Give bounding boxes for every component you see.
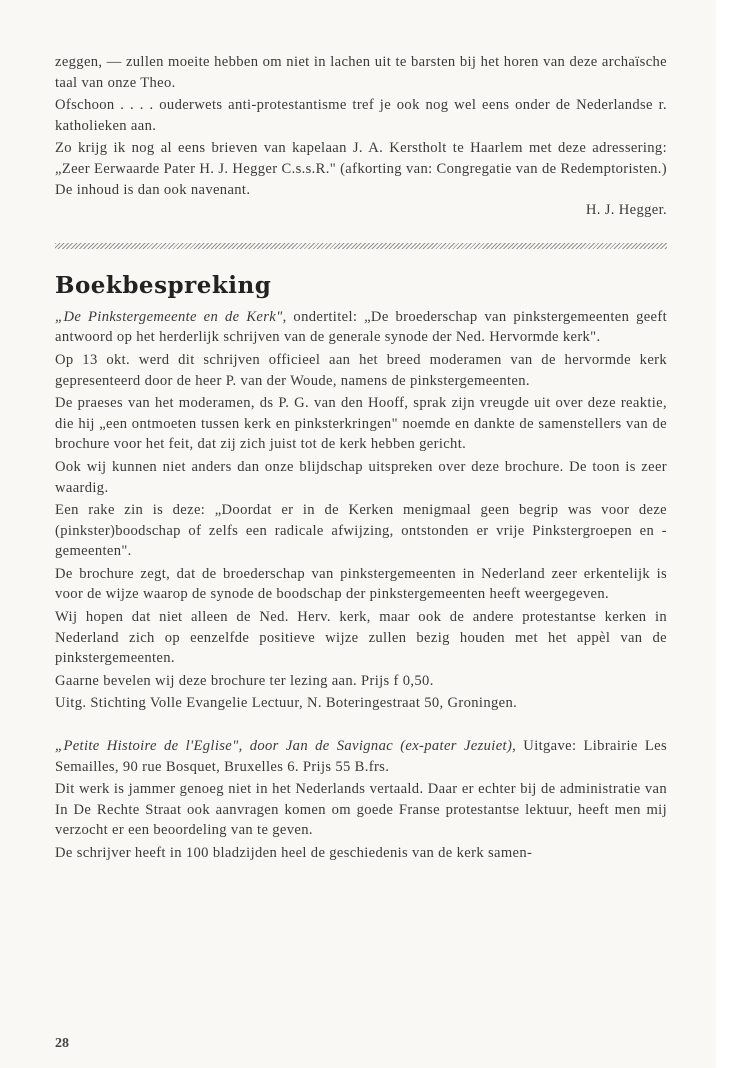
- review-paragraph: Een rake zin is deze: „Doordat er in de Kerken menigmaal geen begrip was voor deze (pinkster)boodschap of zelfs een radicale afwijzing, ontstonden er vrije Pinkstergroepen en -gemeenten".: [55, 502, 667, 560]
- review-paragraph: Ook wij kunnen niet anders dan onze blijdschap uitspreken over deze brochure. De toon is zeer waardig.: [55, 458, 667, 496]
- review-paragraph: Dit werk is jammer genoeg niet in het Nederlands vertaald. Daar er echter bij de administratie van In De Rechte Straat ook aanvragen komen om goede Franse protestantse lektuur, heeft men mij verzocht er een beoordeling van te geven.: [55, 781, 667, 839]
- book-title: „De Pinkstergemeente en de Kerk": [55, 308, 283, 325]
- publisher-line: Uitg. Stichting Volle Evangelie Lectuur, N. Boteringestraat 50, Groningen.: [55, 695, 518, 712]
- review-paragraph: De brochure zegt, dat de broederschap van pinkstergemeenten in Nederland zeer erkentelijk is voor de wijze waarop de synode de boodschap der pinkstergemeenten heeft weergegeven.: [55, 565, 667, 603]
- letter-paragraph: Zo krijg ik nog al eens brieven van kapelaan J. A. Kerstholt te Haarlem met deze adressering: „Zeer Eerwaarde Pater H. J. Hegger C.s.s.R." (afkorting van: Congregatie van de Redemptoristen.) De inhoud is dan ook navenant.: [55, 140, 667, 198]
- review-intro: [55, 736, 667, 777]
- review-paragraph: De praeses van het moderamen, ds P. G. van den Hooff, sprak zijn vreugde uit over deze reaktie, die hij „een ontmoeten tussen kerk en pinksterkringen" noemde en dankte de samenstellers van de brochure voor het feit, dat zij zich juist tot de kerk hebben gericht.: [55, 395, 667, 453]
- review-petite-histoire: [55, 736, 667, 864]
- review-pinkstergemeente: [55, 307, 667, 714]
- signature: H. J. Hegger.: [585, 202, 667, 219]
- review-intro: [55, 307, 667, 348]
- review-paragraph: Wij hopen dat niet alleen de Ned. Herv. kerk, maar ook de andere protestantse kerken in Nederland zich op eenzelfde positieve wijze zullen bezig houden met het appèl van de pinkstergemeenten.: [55, 609, 667, 667]
- page-content: [55, 52, 667, 864]
- section-divider: [55, 243, 667, 249]
- review-intro-text: , ondertitel: „De broederschap van pinkstergemeenten geeft antwoord op het herderlijk schrijven van de generale synode der Ned. Hervormde kerk".: [55, 308, 667, 346]
- review-paragraph: Op 13 okt. werd dit schrijven officieel aan het breed moderamen van de hervormde kerk gepresenteerd door de heer P. van der Woude, namens de pinkstergemeenten.: [55, 351, 667, 389]
- review-paragraph: Gaarne bevelen wij deze brochure ter lezing aan. Prijs f 0,50.: [55, 672, 434, 689]
- review-paragraph: De schrijver heeft in 100 bladzijden heel de geschiedenis van de kerk samen-: [55, 845, 533, 861]
- section-title: Boekbespreking: [55, 271, 272, 299]
- page-number: 28: [55, 1036, 69, 1051]
- letter-paragraph: Ofschoon . . . . ouderwets anti-protestantisme tref je ook nog wel eens onder de Nederlandse r. katholieken aan.: [55, 97, 667, 134]
- review-intro-text: , Uitgave: Librairie Les Semailles, 90 rue Bosquet, Bruxelles 6. Prijs 55 B.frs.: [55, 738, 667, 775]
- book-title: „Petite Histoire de l'Eglise", door Jan de Savignac (ex-pater Jezuiet): [55, 738, 513, 755]
- letter-paragraph: zeggen, — zullen moeite hebben om niet in lachen uit te barsten bij het horen van deze archaïsche taal van onze Theo.: [55, 54, 667, 91]
- letter-ending: [55, 52, 667, 221]
